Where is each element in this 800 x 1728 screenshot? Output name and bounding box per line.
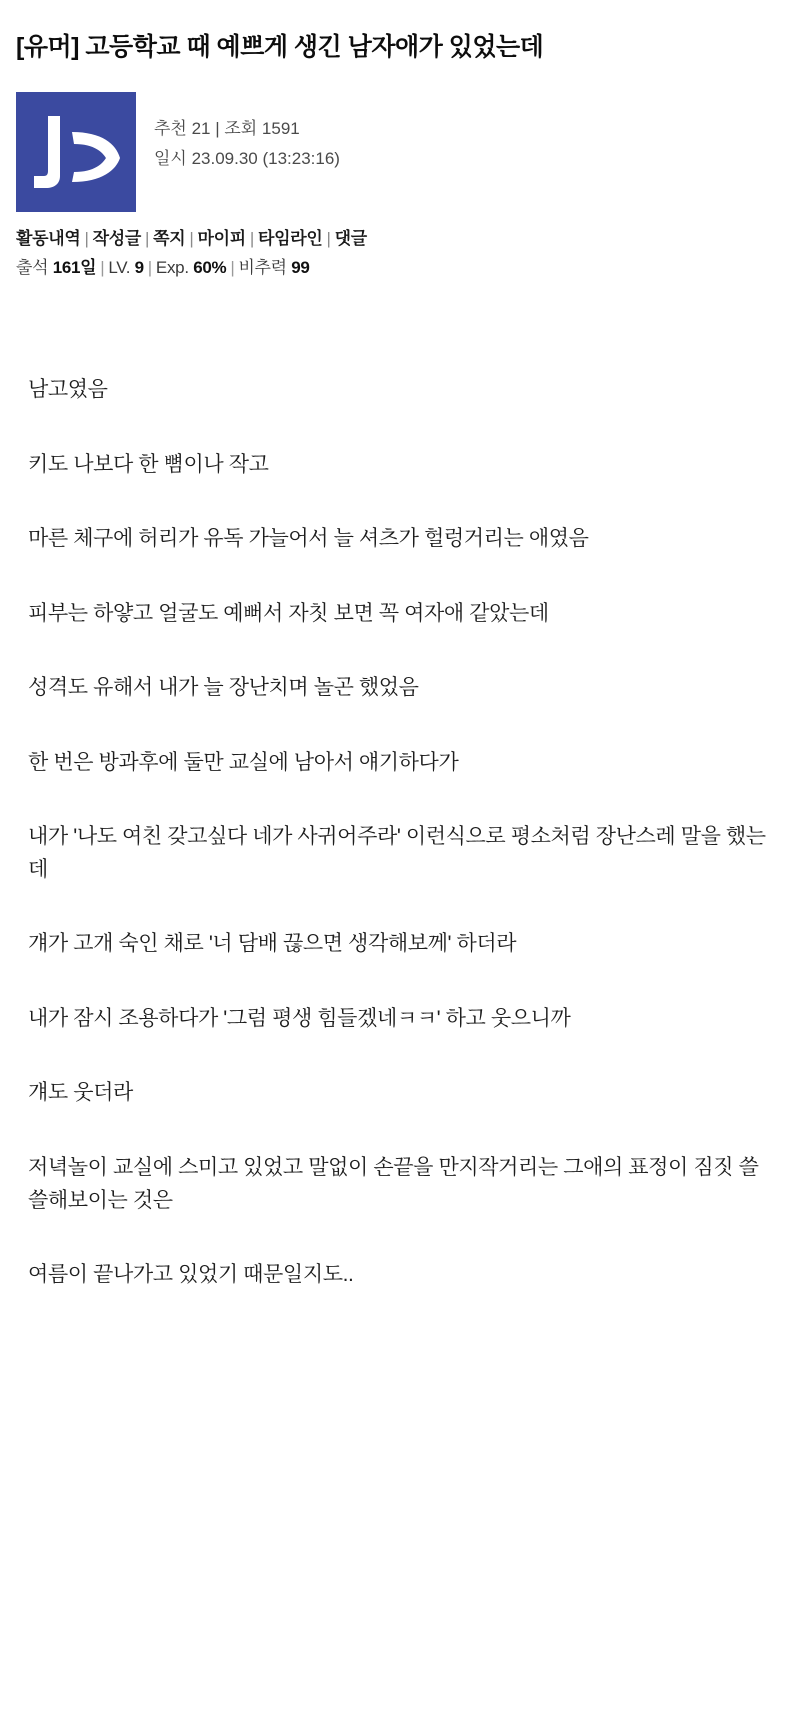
post-paragraph: 남고였음 — [28, 378, 108, 401]
post-date-line: 일시 23.09.30 (13:23:16) — [154, 148, 340, 168]
nav-separator: | — [145, 229, 150, 248]
nav-separator: | — [326, 229, 331, 248]
attendance-label: 출석 — [16, 258, 49, 277]
avatar — [16, 92, 136, 212]
exp-label: Exp. — [155, 258, 189, 277]
level-label: LV. — [108, 258, 131, 277]
post-page — [0, 17, 800, 1332]
attendance-value: 161일 — [52, 258, 97, 277]
nav-item-posts[interactable]: 작성글 — [92, 229, 141, 248]
nav-item-timeline[interactable]: 타임라인 — [258, 229, 323, 248]
nav-separator: | — [249, 229, 254, 248]
post-paragraph: 성격도 유해서 내가 늘 장난치며 놀곤 했었음 — [28, 676, 419, 700]
post-paragraph: 여름이 끝나가고 있었기 때문일지도.. — [28, 1263, 354, 1287]
post-body — [0, 278, 800, 1332]
nav-item-mypi[interactable]: 마이피 — [197, 229, 246, 248]
post-paragraph: 걔도 웃더라 — [28, 1081, 133, 1105]
post-stats-line: 추천 21 | 조회 1591 — [154, 119, 300, 138]
post-paragraph: 한 번은 방과후에 둘만 교실에 남아서 얘기하다가 — [28, 750, 459, 774]
nav-separator: | — [84, 229, 89, 248]
dc-logo-icon — [16, 92, 136, 212]
post-paragraph: 마른 체구에 허리가 유독 가늘어서 늘 셔츠가 헐렁거리는 애였음 — [28, 527, 589, 551]
nav-item-comments[interactable]: 댓글 — [334, 229, 367, 248]
exp-value: 60% — [193, 258, 227, 277]
stats-separator: | — [230, 258, 235, 277]
page-title: [유머] 고등학교 때 예쁘게 생긴 남자애가 있었는데 — [16, 32, 544, 61]
level-value: 9 — [134, 258, 144, 277]
dislike-label: 비추력 — [238, 258, 287, 277]
nav-separator: | — [189, 229, 194, 248]
stats-separator: | — [100, 258, 105, 277]
post-meta-block — [0, 92, 800, 212]
nav-item-activity[interactable]: 활동내역 — [16, 229, 81, 248]
user-nav — [0, 212, 800, 249]
post-paragraph: 걔가 고개 숙인 채로 '너 담배 끊으면 생각해보께' 하더라 — [28, 932, 517, 956]
post-paragraph: 내가 잠시 조용하다가 '그럼 평생 힘들겠네ㅋㅋ' 하고 웃으니까 — [28, 1006, 571, 1030]
post-paragraph: 키도 나보다 한 뼘이나 작고 — [28, 452, 269, 476]
post-paragraph: 피부는 하얗고 얼굴도 예뻐서 자칫 보면 꼭 여자애 같았는데 — [28, 601, 549, 625]
nav-item-message[interactable]: 쪽지 — [153, 229, 186, 248]
post-meta-text — [154, 92, 340, 174]
stats-separator: | — [147, 258, 152, 277]
post-paragraph: 저녁놀이 교실에 스미고 있었고 말없이 손끝을 만지작거리는 그애의 표정이 짐짓 쓸쓸해보이는 것은 — [28, 1156, 759, 1212]
user-stats — [0, 249, 800, 278]
post-paragraph: 내가 '나도 여친 갖고싶다 네가 사귀어주라' 이런식으로 평소처럼 장난스레 말을 했는데 — [28, 825, 766, 881]
dislike-value: 99 — [291, 258, 310, 277]
